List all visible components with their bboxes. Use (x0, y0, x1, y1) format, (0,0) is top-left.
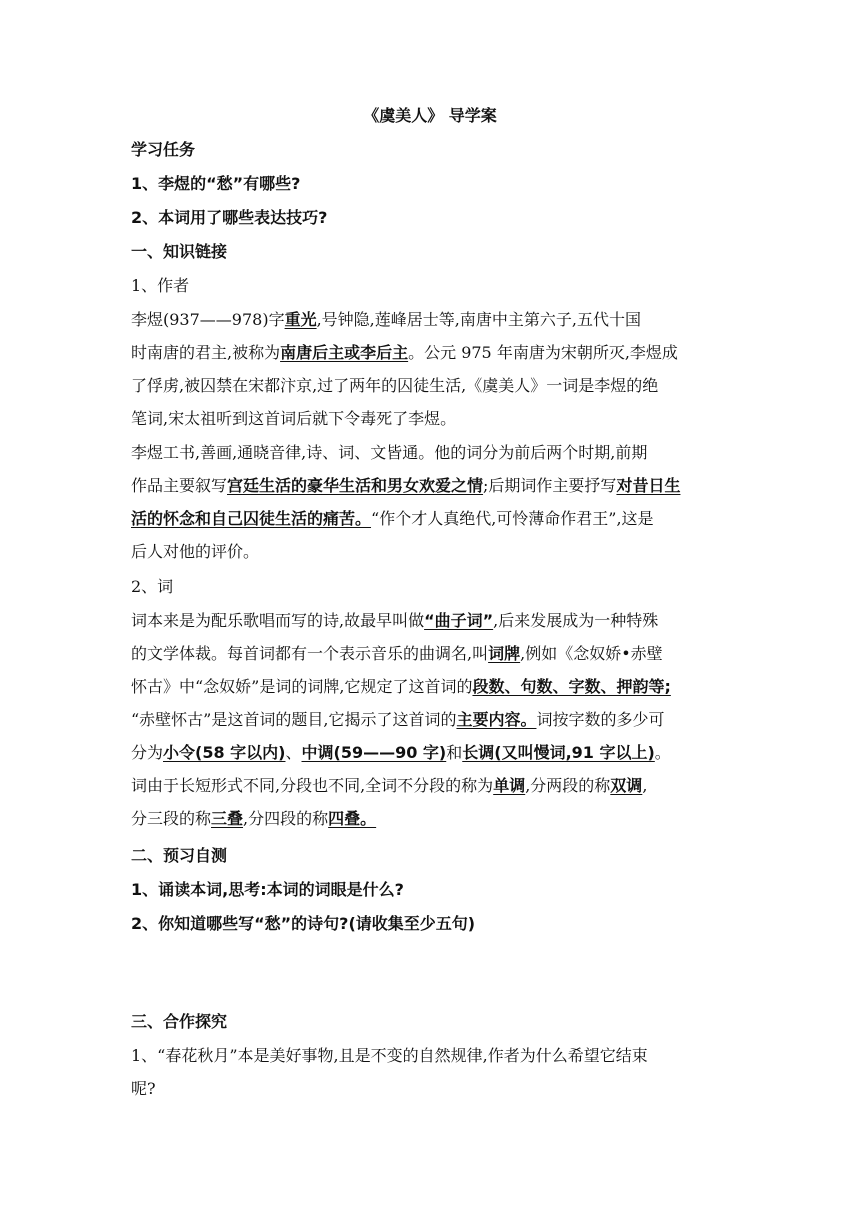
ci-paragraph-line (131, 776, 731, 796)
page-title: 《虞美人》 导学案 (363, 106, 497, 125)
text-span: ,后来发展成为一种特殊 (493, 611, 659, 630)
works-paragraph-line: 李煜工书,善画,通晓音律,诗、词、文皆通。他的词分为前后两个时期,前期 (131, 443, 648, 462)
tasks-heading: 学习任务 (131, 140, 196, 159)
text-span: 分三段的称 (131, 809, 212, 828)
preview-question-1: 1、诵读本词,思考:本词的词眼是什么? (131, 880, 404, 899)
section-knowledge-heading: 一、知识链接 (131, 242, 228, 261)
ci-paragraph-line (131, 611, 731, 631)
explore-question-1-line: 1、“春花秋月”本是美好事物,且是不变的自然规律,作者为什么希望它结束 (131, 1046, 648, 1065)
text-span: 怀古》中“念奴娇”是词的词牌,它规定了这首词的 (131, 677, 473, 696)
ci-paragraph-line (131, 677, 731, 697)
text-span: 分为 (131, 743, 164, 762)
emphasis-text: 段数、句数、字数、押韵等; (472, 677, 671, 696)
ci-paragraph-line (131, 710, 731, 730)
text-span: “作个才人真绝代,可怜薄命作君王”,这是 (371, 509, 654, 528)
text-span: 词由于长短形式不同,分段也不同,全词不分段的称为 (131, 776, 494, 795)
emphasis-text: 单调 (493, 776, 526, 795)
emphasis-text: 重光 (284, 310, 317, 329)
text-span: 、 (285, 743, 302, 762)
ci-paragraph-line (131, 743, 731, 763)
text-span: “赤壁怀古”是这首词的题目,它揭示了这首词的 (131, 710, 457, 729)
author-heading: 1、作者 (131, 276, 190, 295)
emphasis-text: 活的怀念和自己囚徒生活的痛苦。 (131, 509, 372, 528)
author-paragraph-line: 笔词,宋太祖听到这首词后就下令毒死了李煜。 (131, 409, 457, 428)
works-paragraph-line (131, 476, 731, 496)
author-paragraph-line (131, 310, 731, 330)
emphasis-text: 中调(59——90 字) (301, 743, 447, 762)
text-span: 词本来是为配乐歌唱而写的诗,故最早叫做 (131, 611, 425, 630)
preview-question-2: 2、你知道哪些写“愁”的诗句?(请收集至少五句) (131, 914, 476, 933)
ci-paragraph-line (131, 644, 731, 664)
emphasis-text: 双调 (610, 776, 643, 795)
text-span: ,分两段的称 (525, 776, 611, 795)
text-span: ,分四段的称 (243, 809, 329, 828)
works-paragraph-line (131, 509, 731, 529)
emphasis-text: 长调(又叫慢词,91 字以上) (462, 743, 655, 762)
ci-heading: 2、词 (131, 577, 174, 596)
text-span: 李煜(937——978)字 (131, 310, 285, 329)
text-span: 和 (446, 743, 463, 762)
text-span: , (642, 776, 648, 795)
emphasis-text: 三叠 (211, 809, 244, 828)
text-span: 词按字数的多少可 (536, 710, 665, 729)
section-explore-heading: 三、合作探究 (131, 1012, 228, 1031)
emphasis-text: 小令(58 字以内) (163, 743, 286, 762)
emphasis-text: 主要内容。 (456, 710, 537, 729)
works-paragraph-line: 后人对他的评价。 (131, 542, 260, 561)
text-span: ;后期词作主要抒写 (483, 476, 617, 495)
ci-paragraph-line (131, 809, 731, 829)
text-span: 。公元 975 年南唐为宋朝所灭,李煜成 (408, 343, 678, 362)
text-span: ,例如《念奴娇•赤壁 (520, 644, 663, 663)
author-paragraph-line (131, 343, 731, 363)
text-span: 。 (654, 743, 671, 762)
emphasis-text: 对昔日生 (616, 476, 681, 495)
emphasis-text: 词牌 (488, 644, 521, 663)
text-span: 时南唐的君主,被称为 (131, 343, 281, 362)
task-1: 1、李煜的“愁”有哪些? (131, 174, 301, 193)
author-paragraph-line: 了俘虏,被囚禁在宋都汴京,过了两年的囚徒生活,《虞美人》一词是李煜的绝 (131, 376, 659, 395)
section-preview-heading: 二、预习自测 (131, 846, 228, 865)
emphasis-text: 宫廷生活的豪华生活和男女欢爱之情 (227, 476, 484, 495)
explore-question-1-line: 呢? (131, 1079, 156, 1098)
emphasis-text: 四叠。 (328, 809, 377, 828)
emphasis-text: 南唐后主或李后主 (280, 343, 409, 362)
text-span: ,号钟隐,莲峰居士等,南唐中主第六子,五代十国 (316, 310, 641, 329)
text-span: 的文学体裁。每首词都有一个表示音乐的曲调名,叫 (131, 644, 489, 663)
task-2: 2、本词用了哪些表达技巧? (131, 208, 328, 227)
emphasis-text: “曲子词” (424, 611, 494, 630)
text-span: 作品主要叙写 (131, 476, 228, 495)
